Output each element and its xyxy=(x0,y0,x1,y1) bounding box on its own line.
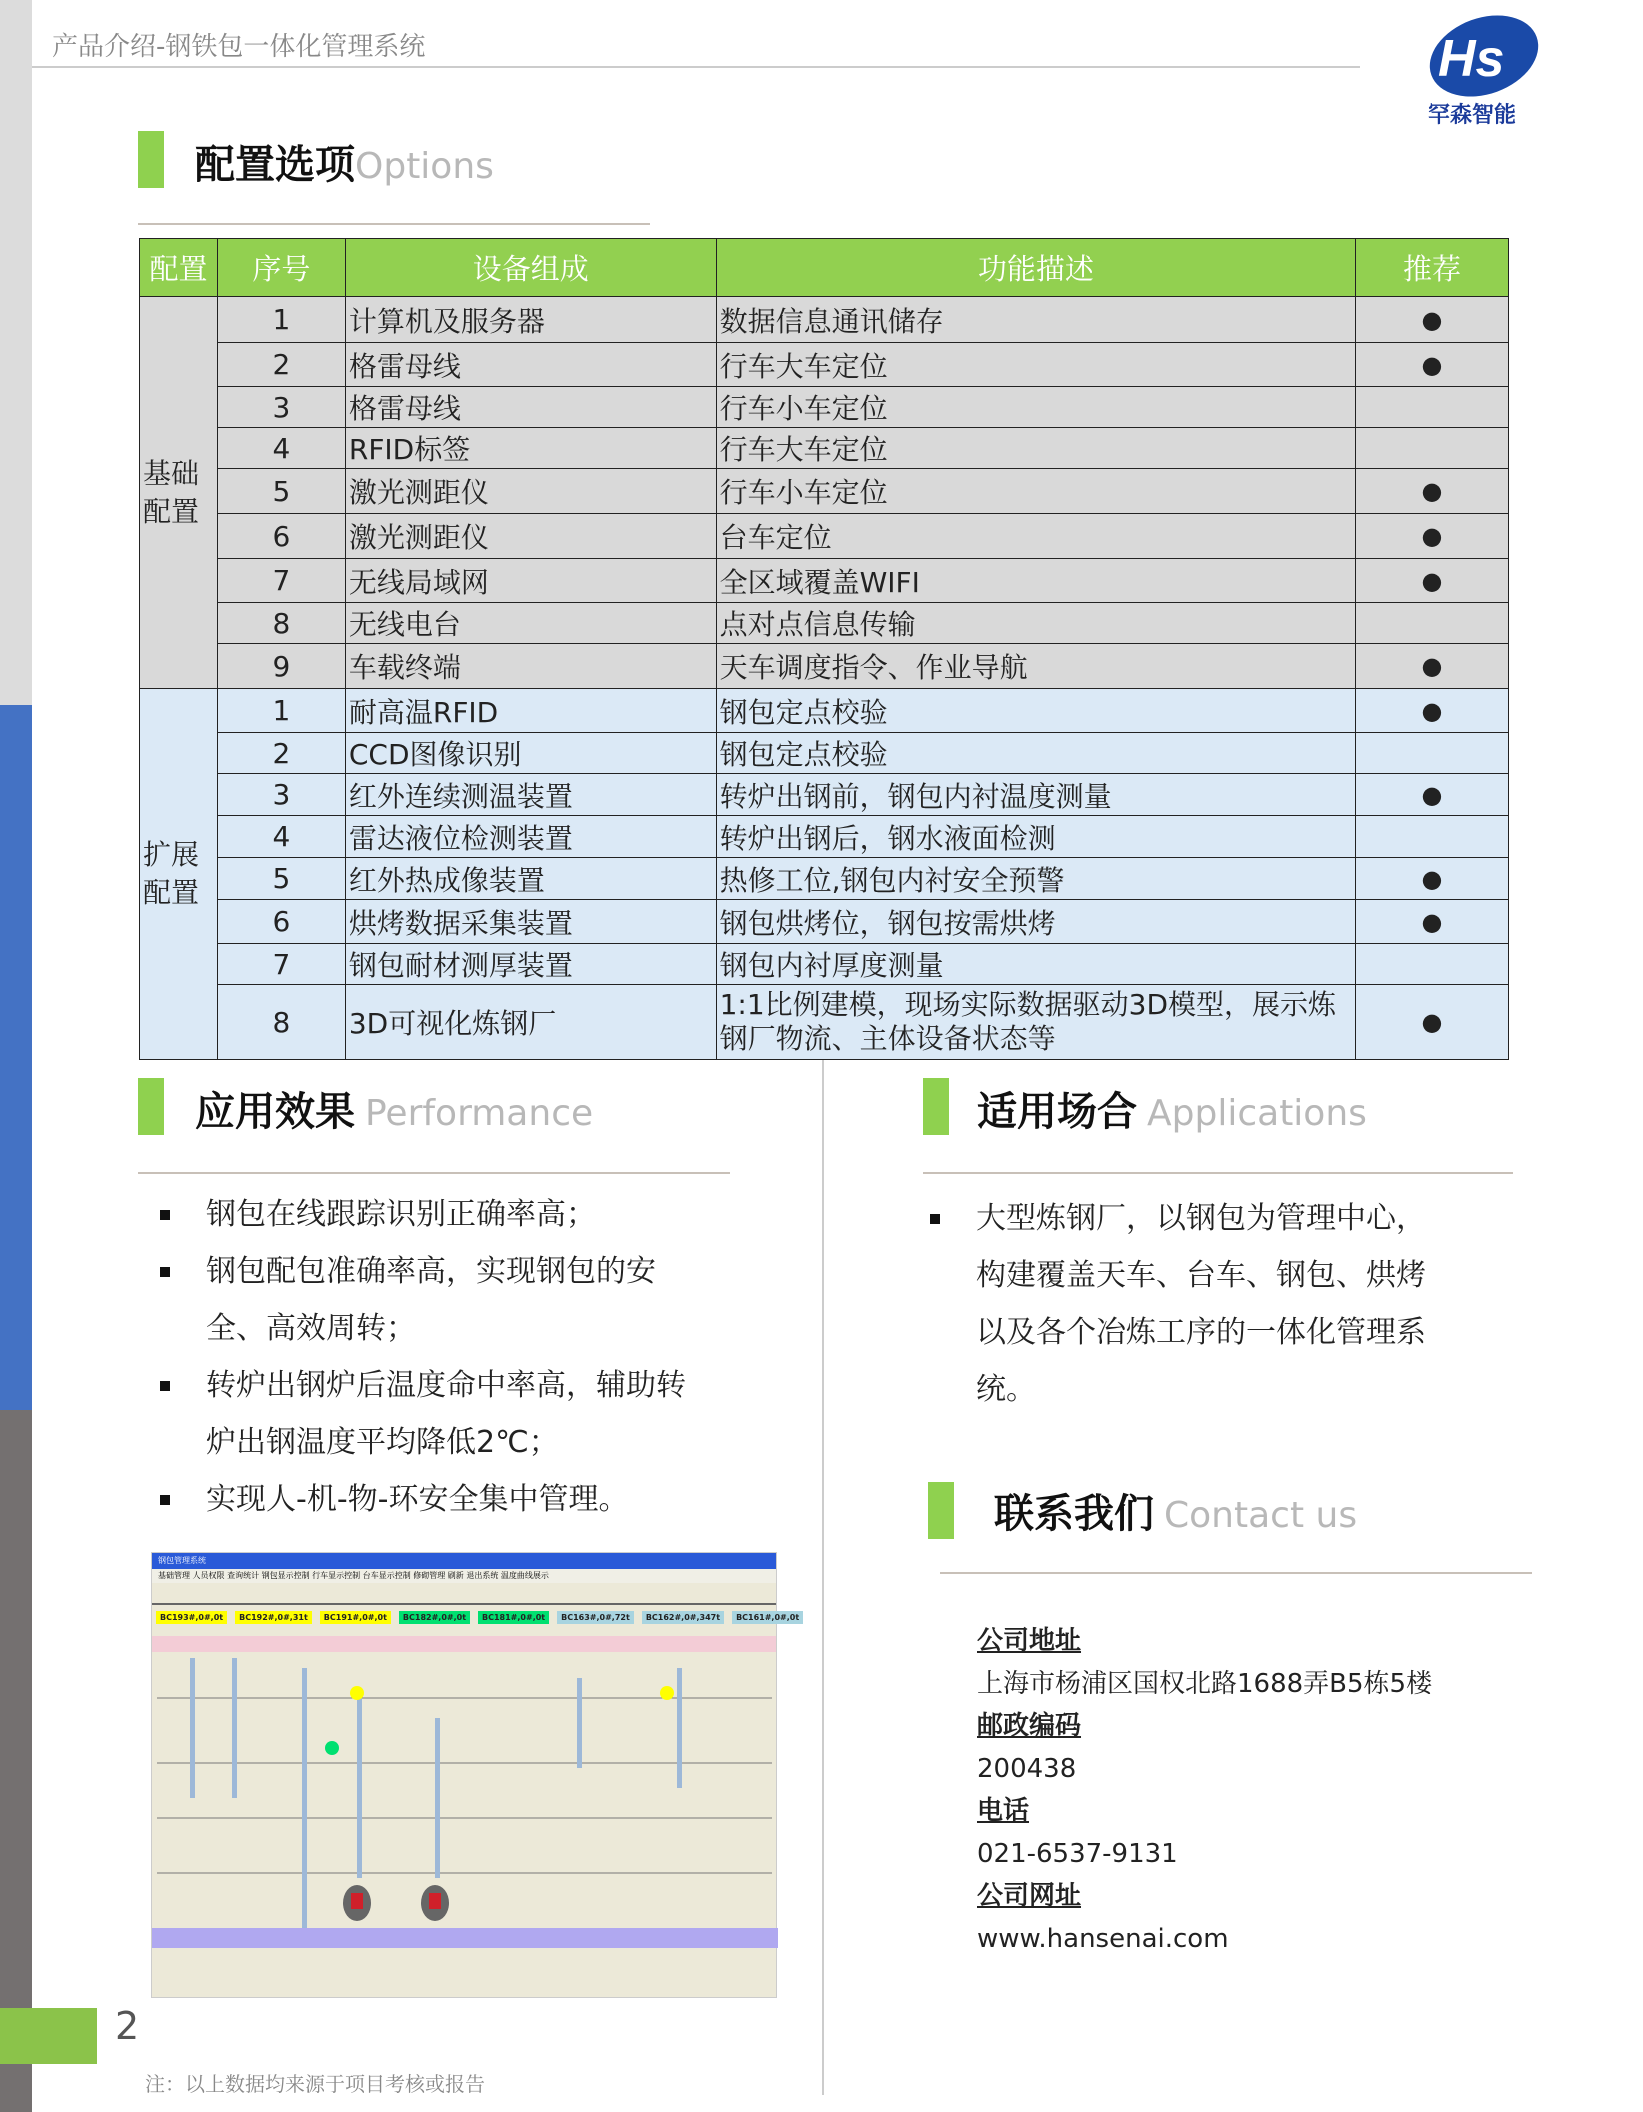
phone-label: 电话 xyxy=(977,1796,1030,1826)
device-name: 红外热成像装置 xyxy=(345,858,716,900)
row-number: 5 xyxy=(217,858,345,900)
row-number: 7 xyxy=(217,944,345,985)
device-name: 雷达液位检测装置 xyxy=(345,816,716,858)
table-row xyxy=(140,514,1509,559)
address-label: 公司地址 xyxy=(977,1626,1082,1656)
ladle-chip: BC163#,0#,72t xyxy=(557,1611,634,1624)
function-description: 转炉出钢后，钢水液面检测 xyxy=(716,816,1355,858)
ladle-chip: BC181#,0#,0t xyxy=(478,1611,549,1624)
device-name: 计算机及服务器 xyxy=(345,297,716,343)
table-header-row xyxy=(140,239,1509,297)
applications-title-cn: 适用场合 xyxy=(977,1089,1137,1135)
device-name: 耐高温RFID xyxy=(345,689,716,733)
config-group: 基础 配置 xyxy=(140,297,218,689)
function-description: 钢包内衬厚度测量 xyxy=(716,944,1355,985)
recommended-dot-icon: ● xyxy=(1421,350,1443,379)
row-number: 1 xyxy=(217,689,345,733)
column-header: 配置 xyxy=(140,239,218,297)
section-underline xyxy=(138,1172,730,1174)
recommended-dot-icon: ● xyxy=(1421,305,1443,334)
table-row xyxy=(140,343,1509,387)
header-divider xyxy=(32,66,1360,68)
screenshot-titlebar: 钢包管理系统 xyxy=(152,1553,776,1569)
recommended-dot-icon: ● xyxy=(1421,652,1443,680)
plant-diagram xyxy=(152,1658,778,1948)
function-description: 行车小车定位 xyxy=(716,387,1355,428)
recommended-cell xyxy=(1356,297,1509,343)
device-name: 红外连续测温装置 xyxy=(345,774,716,816)
function-description: 行车大车定位 xyxy=(716,428,1355,469)
table-row xyxy=(140,816,1509,858)
recommended-cell xyxy=(1356,816,1509,858)
row-number: 7 xyxy=(217,559,345,603)
recommended-cell xyxy=(1356,733,1509,774)
device-name: 车载终端 xyxy=(345,644,716,689)
ladle-chip: BC192#,0#,31t xyxy=(235,1611,312,1624)
performance-title xyxy=(195,1080,593,1137)
function-description: 台车定位 xyxy=(716,514,1355,559)
phone: 021-6537-9131 xyxy=(977,1838,1178,1869)
recommended-cell xyxy=(1356,603,1509,644)
list-item-text: 实现人-机-物-环安全集中管理。 xyxy=(206,1482,629,1517)
device-name: 无线局域网 xyxy=(345,559,716,603)
table-row xyxy=(140,689,1509,733)
function-description: 热修工位,钢包内衬安全预警 xyxy=(716,858,1355,900)
function-description: 行车大车定位 xyxy=(716,343,1355,387)
table-row xyxy=(140,644,1509,689)
section-marker xyxy=(923,1078,949,1135)
svg-text:罕森智能: 罕森智能 xyxy=(1428,103,1517,128)
side-strip-blue xyxy=(0,705,32,1410)
contact-title xyxy=(994,1482,1357,1539)
section-marker xyxy=(928,1482,954,1539)
row-number: 1 xyxy=(217,297,345,343)
table-row xyxy=(140,603,1509,644)
function-description: 钢包烘烤位，钢包按需烘烤 xyxy=(716,900,1355,944)
contact-title-en: Contact us xyxy=(1164,1495,1358,1536)
table-row xyxy=(140,297,1509,343)
recommended-dot-icon: ● xyxy=(1421,780,1443,809)
page-number-block xyxy=(0,2008,97,2064)
screenshot-menu: 基础管理 人员权限 查询统计 钢包显示控制 行车显示控制 台车显示控制 修砌管理 刷新 退出系统 温度曲线展示 xyxy=(152,1569,776,1583)
applications-list xyxy=(920,1190,1450,1418)
document-title: 产品介绍-钢铁包一体化管理系统 xyxy=(52,32,426,62)
zip-label: 邮政编码 xyxy=(977,1711,1082,1741)
column-divider xyxy=(822,1060,824,2095)
table-row xyxy=(140,900,1509,944)
ladle-chip: BC182#,0#,0t xyxy=(399,1611,470,1624)
bullet-icon xyxy=(160,1267,170,1277)
bullet-icon xyxy=(160,1381,170,1391)
options-table xyxy=(139,238,1509,1060)
recommended-cell xyxy=(1356,900,1509,944)
options-title xyxy=(195,133,494,190)
footnote: 注：以上数据均来源于项目考核或报告 xyxy=(145,2072,485,2096)
device-name: 3D可视化炼钢厂 xyxy=(345,985,716,1060)
function-description: 数据信息通讯储存 xyxy=(716,297,1355,343)
recommended-cell xyxy=(1356,644,1509,689)
recommended-dot-icon: ● xyxy=(1421,566,1443,595)
recommended-dot-icon: ● xyxy=(1421,477,1443,505)
options-title-cn: 配置选项 xyxy=(195,142,355,188)
table-row xyxy=(140,774,1509,816)
device-name: 格雷母线 xyxy=(345,343,716,387)
recommended-cell xyxy=(1356,387,1509,428)
list-item xyxy=(150,1243,710,1357)
system-screenshot xyxy=(151,1552,800,1998)
table-row xyxy=(140,428,1509,469)
ladle-chip: BC193#,0#,0t xyxy=(156,1611,227,1624)
row-number: 8 xyxy=(217,603,345,644)
list-item xyxy=(150,1471,710,1528)
row-number: 4 xyxy=(217,816,345,858)
recommended-cell xyxy=(1356,858,1509,900)
section-marker xyxy=(138,131,164,188)
bullet-icon xyxy=(930,1214,940,1224)
section-underline xyxy=(138,223,650,225)
recommended-cell xyxy=(1356,343,1509,387)
recommended-cell xyxy=(1356,944,1509,985)
function-description: 点对点信息传输 xyxy=(716,603,1355,644)
section-marker xyxy=(138,1078,164,1135)
row-number: 2 xyxy=(217,733,345,774)
row-number: 6 xyxy=(217,900,345,944)
list-item-text: 钢包配包准确率高，实现钢包的安全、高效周转； xyxy=(206,1254,656,1346)
table-row xyxy=(140,559,1509,603)
column-header: 序号 xyxy=(217,239,345,297)
list-item-text: 转炉出钢炉后温度命中率高，辅助转炉出钢温度平均降低2℃； xyxy=(206,1368,686,1460)
device-name: 无线电台 xyxy=(345,603,716,644)
applications-title xyxy=(977,1080,1367,1137)
function-description: 钢包定点校验 xyxy=(716,733,1355,774)
row-number: 4 xyxy=(217,428,345,469)
device-name: 格雷母线 xyxy=(345,387,716,428)
row-number: 3 xyxy=(217,387,345,428)
table-row xyxy=(140,733,1509,774)
table-row xyxy=(140,387,1509,428)
recommended-cell xyxy=(1356,428,1509,469)
column-header: 功能描述 xyxy=(716,239,1355,297)
contact-title-cn: 联系我们 xyxy=(994,1491,1154,1537)
address: 上海市杨浦区国权北路1688弄B5栋5楼 xyxy=(977,1668,1433,1699)
function-description: 天车调度指令、作业导航 xyxy=(716,644,1355,689)
recommended-dot-icon: ● xyxy=(1421,522,1443,550)
recommended-cell xyxy=(1356,689,1509,733)
ladle-chips xyxy=(152,1605,800,1630)
performance-list xyxy=(150,1186,710,1528)
contact-info xyxy=(977,1620,1432,1960)
list-item xyxy=(150,1357,710,1471)
ladle-chip: BC191#,0#,0t xyxy=(320,1611,391,1624)
function-description: 行车小车定位 xyxy=(716,469,1355,514)
applications-title-en: Applications xyxy=(1147,1093,1367,1134)
performance-title-en: Performance xyxy=(365,1093,594,1134)
column-header: 推荐 xyxy=(1356,239,1509,297)
column-header: 设备组成 xyxy=(345,239,716,297)
svg-text:Hs: Hs xyxy=(1438,30,1505,88)
function-description: 全区域覆盖WIFI xyxy=(716,559,1355,603)
ladle-chip: BC161#,0#,0t xyxy=(732,1611,803,1624)
recommended-dot-icon: ● xyxy=(1421,1008,1443,1036)
list-item-text: 钢包在线跟踪识别正确率高； xyxy=(206,1197,596,1232)
bullet-icon xyxy=(160,1495,170,1505)
device-name: RFID标签 xyxy=(345,428,716,469)
table-row xyxy=(140,469,1509,514)
device-name: 烘烤数据采集装置 xyxy=(345,900,716,944)
list-item xyxy=(150,1186,710,1243)
row-number: 8 xyxy=(217,985,345,1060)
config-group: 扩展 配置 xyxy=(140,689,218,1060)
function-description: 钢包定点校验 xyxy=(716,689,1355,733)
website-label: 公司网址 xyxy=(977,1881,1082,1911)
bullet-icon xyxy=(160,1210,170,1220)
recommended-dot-icon: ● xyxy=(1421,907,1443,936)
row-number: 9 xyxy=(217,644,345,689)
section-underline xyxy=(923,1172,1513,1174)
recommended-cell xyxy=(1356,469,1509,514)
section-underline xyxy=(940,1572,1532,1574)
page-number: 2 xyxy=(115,2004,140,2048)
side-strip-gray xyxy=(0,0,32,705)
recommended-dot-icon: ● xyxy=(1421,864,1443,893)
recommended-cell xyxy=(1356,514,1509,559)
list-item-text: 大型炼钢厂，以钢包为管理中心，构建覆盖天车、台车、钢包、烘烤以及各个冶炼工序的一体化管理系统。 xyxy=(976,1201,1426,1407)
recommended-dot-icon: ● xyxy=(1421,696,1443,725)
row-number: 2 xyxy=(217,343,345,387)
zip-code: 200438 xyxy=(977,1753,1077,1784)
recommended-cell xyxy=(1356,774,1509,816)
options-title-en: Options xyxy=(355,146,494,187)
device-name: 钢包耐材测厚装置 xyxy=(345,944,716,985)
ladle-chip: BC162#,0#,347t xyxy=(642,1611,724,1624)
row-number: 3 xyxy=(217,774,345,816)
table-row xyxy=(140,858,1509,900)
function-description: 转炉出钢前，钢包内衬温度测量 xyxy=(716,774,1355,816)
website[interactable]: www.hansenai.com xyxy=(977,1923,1229,1954)
row-number: 6 xyxy=(217,514,345,559)
table-row xyxy=(140,944,1509,985)
company-logo xyxy=(1418,14,1542,130)
row-number: 5 xyxy=(217,469,345,514)
list-item xyxy=(920,1190,1450,1418)
function-description: 1:1比例建模，现场实际数据驱动3D模型，展示炼钢厂物流、主体设备状态等 xyxy=(716,985,1355,1060)
performance-title-cn: 应用效果 xyxy=(195,1089,355,1135)
side-strip-dark xyxy=(0,1410,32,2112)
recommended-cell xyxy=(1356,985,1509,1060)
device-name: CCD图像识别 xyxy=(345,733,716,774)
device-name: 激光测距仪 xyxy=(345,469,716,514)
table-row xyxy=(140,985,1509,1060)
recommended-cell xyxy=(1356,559,1509,603)
device-name: 激光测距仪 xyxy=(345,514,716,559)
